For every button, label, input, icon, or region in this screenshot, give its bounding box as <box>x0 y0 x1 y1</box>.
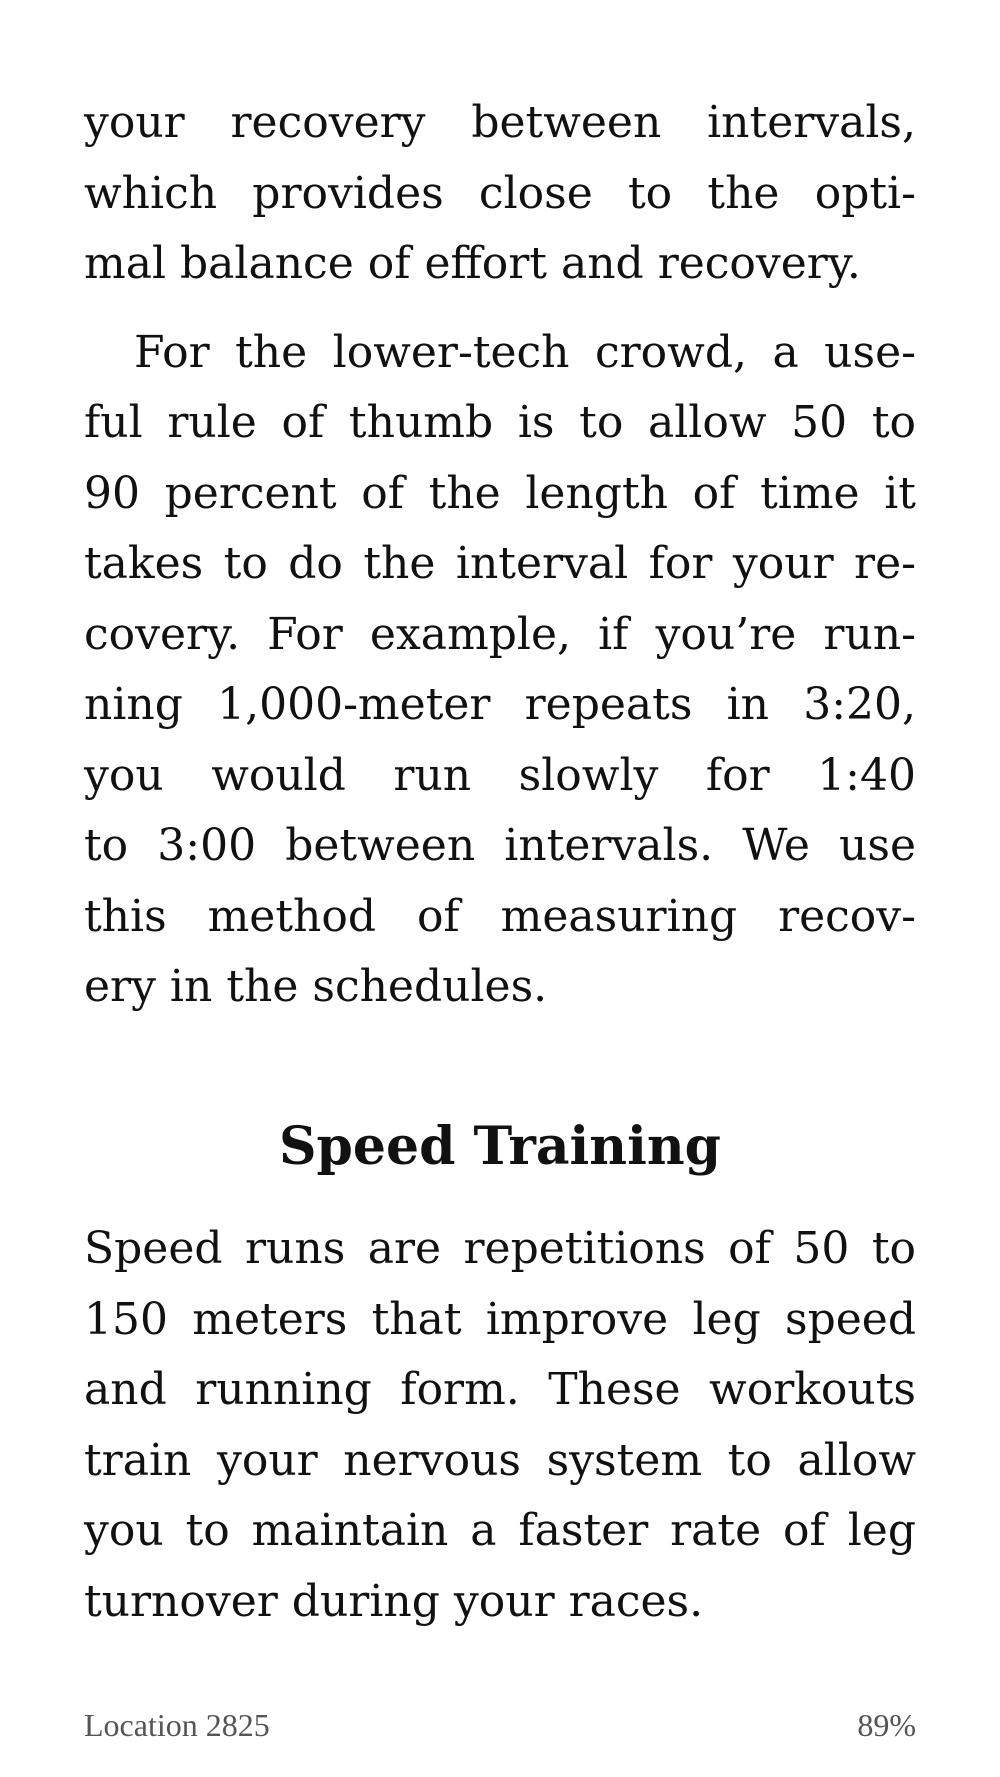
text-line: Speed runs are repetitions of 50 to <box>84 1223 916 1274</box>
text-line: your recovery between intervals, <box>84 97 916 148</box>
paragraph-recovery-rule <box>84 318 916 1023</box>
text-line: this method of measuring recov- <box>84 890 916 942</box>
text-line: takes to do the interval for your re- <box>84 538 916 589</box>
text-line: 150 meters that improve leg speed <box>84 1293 916 1345</box>
section-body[interactable] <box>84 1214 916 1637</box>
text-line: turnover during your races. <box>84 1575 704 1627</box>
text-line: mal balance of effort and recovery. <box>84 238 861 289</box>
progress-percent[interactable]: 89% <box>857 1707 916 1743</box>
text-line: to 3:00 between intervals. We use <box>84 820 916 871</box>
text-line: 90 percent of the length of time it <box>84 467 916 519</box>
location-indicator[interactable]: Location 2825 <box>84 1707 270 1743</box>
text-line: ery in the schedules. <box>84 961 548 1012</box>
text-line: train your nervous system to allow <box>84 1434 916 1486</box>
reading-pane[interactable] <box>84 88 916 1023</box>
text-line: ning 1,000-meter repeats in 3:20, <box>84 679 916 730</box>
section-heading: Speed Training <box>278 1116 722 1177</box>
text-line: which provides close to the opti- <box>84 167 916 219</box>
text-line: ful rule of thumb is to allow 50 to <box>84 397 916 448</box>
text-line: and running form. These workouts <box>84 1364 916 1415</box>
text-line: covery. For example, if you’re run- <box>84 608 916 660</box>
paragraph-recovery-intro <box>84 88 916 300</box>
text-line: you to maintain a faster rate of leg <box>84 1505 916 1556</box>
reader-footer <box>84 1707 916 1744</box>
paragraph-speed-runs <box>84 1214 916 1637</box>
text-line: For the lower-tech crowd, a use- <box>134 326 916 378</box>
text-line: you would run slowly for 1:40 <box>84 749 916 801</box>
